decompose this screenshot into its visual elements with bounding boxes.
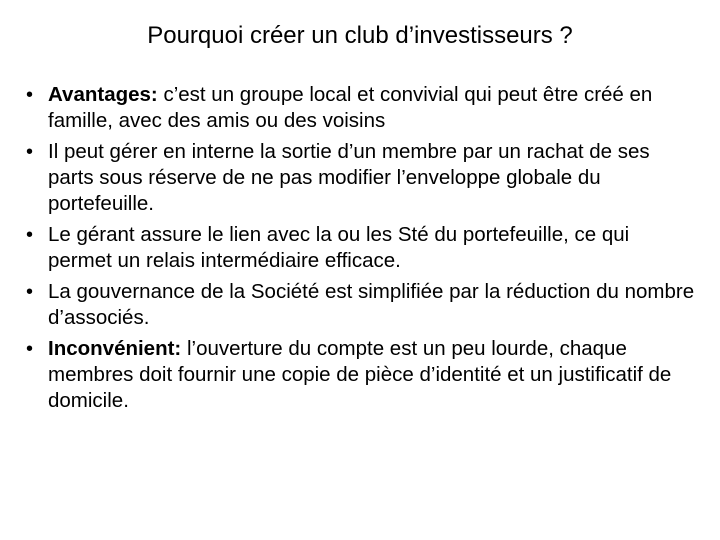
bullet-icon: • (26, 281, 34, 303)
bullet-bold-label: Avantages: (48, 83, 158, 106)
bullet-text: La gouvernance de la Société est simplifiée par la réduction du nombre d’associés. (48, 280, 695, 329)
bullet-icon: • (26, 224, 34, 246)
bullet-item-manager-link (26, 222, 696, 274)
bullet-icon: • (26, 84, 34, 106)
bullet-item-advantages (26, 82, 696, 134)
slide-title: Pourquoi créer un club d’investisseurs ? (147, 22, 573, 49)
bullet-bold-label: Inconvénient: (48, 337, 182, 360)
bullet-item-drawback (26, 336, 696, 414)
bullet-list (26, 82, 696, 419)
bullet-text: Il peut gérer en interne la sortie d’un membre par un rachat de ses parts sous réserve de ne pas modifier l’enveloppe globale du portefeuille. (48, 140, 650, 215)
bullet-icon: • (26, 141, 34, 163)
bullet-item-governance (26, 279, 696, 331)
bullet-text: Le gérant assure le lien avec la ou les Sté du portefeuille, ce qui permet un relais intermédiaire efficace. (48, 223, 630, 272)
bullet-text: c’est un groupe local et convivial qui peut être créé en famille, avec des amis ou des voisins (48, 83, 653, 132)
bullet-text: l’ouverture du compte est un peu lourde, chaque membres doit fournir une copie de pièce d’identité et un justificatif de domicile. (48, 337, 672, 412)
bullet-item-member-exit (26, 139, 696, 217)
bullet-icon: • (26, 338, 34, 360)
